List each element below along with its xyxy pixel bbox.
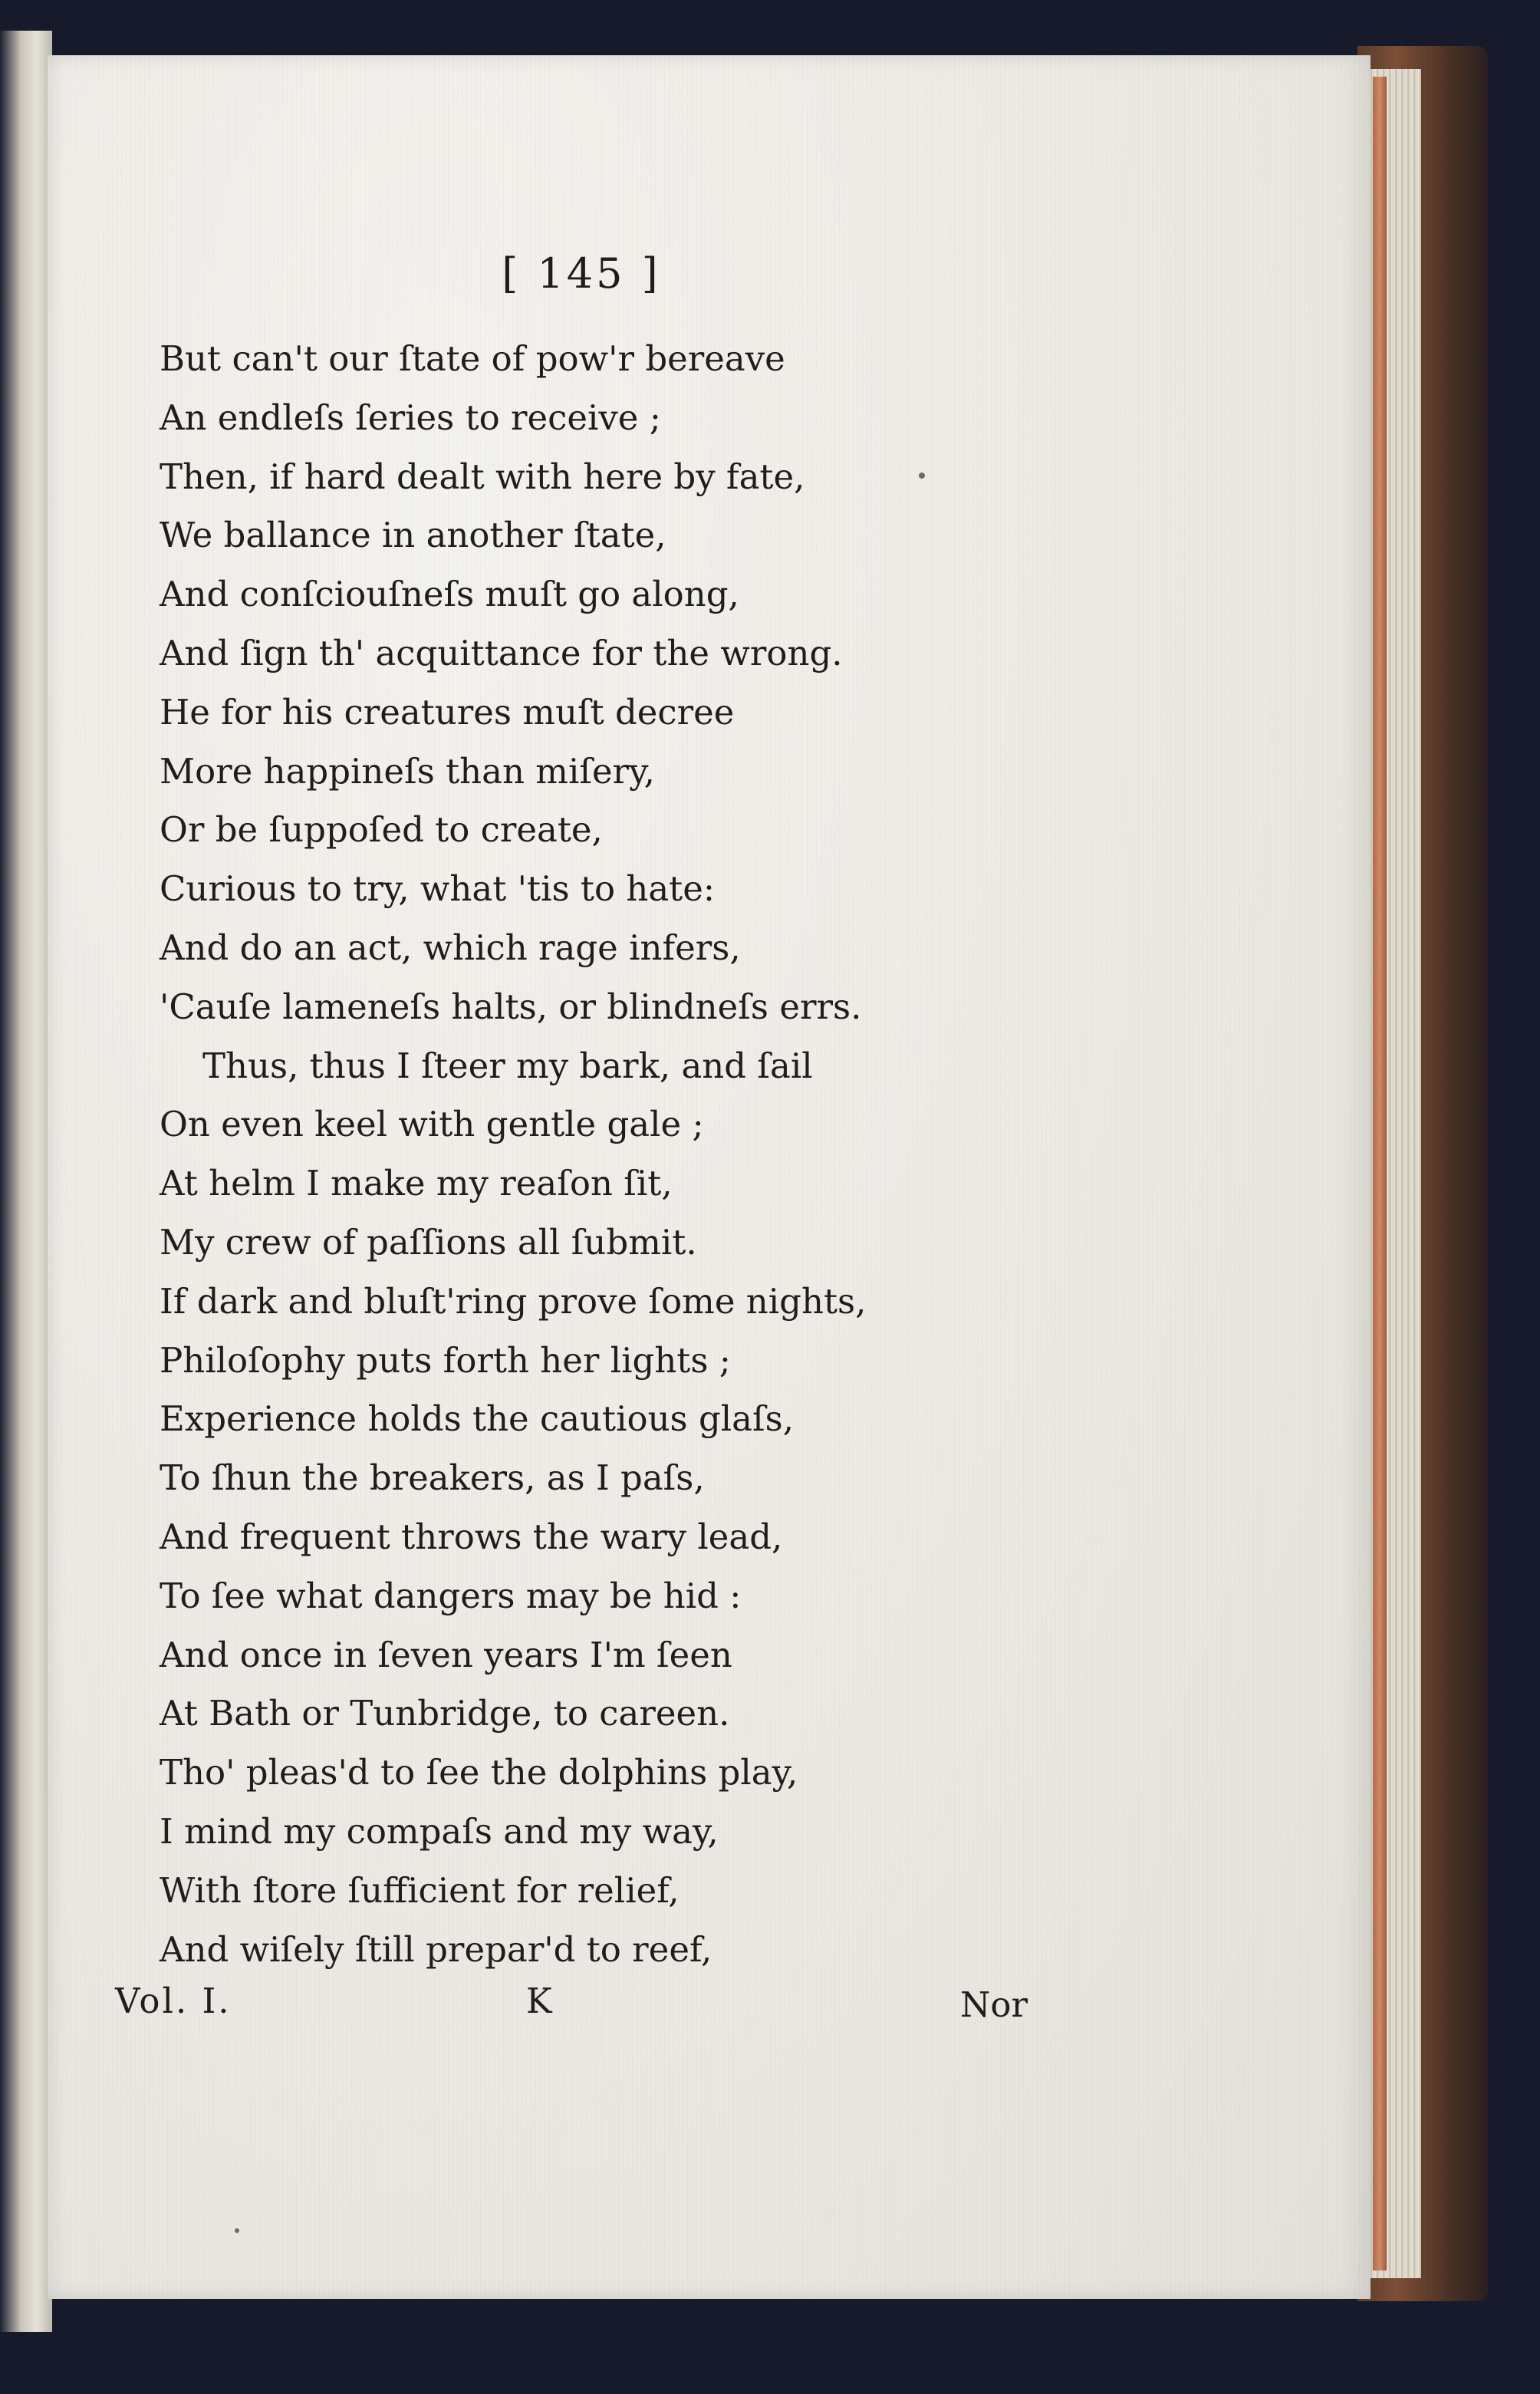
poem-line: Philoſophy puts forth her lights ; [160, 1339, 731, 1381]
poem-line: To ſee what dangers may be hid : [160, 1575, 742, 1616]
poem-line: 'Cauſe lameneſs halts, or blindneſs errs. [160, 986, 862, 1027]
poem-line: Experience holds the cautious glaſs, [160, 1398, 795, 1440]
poem-line: If dark and bluſt'ring prove ſome nights, [160, 1280, 867, 1322]
signature-mark: K [526, 1981, 552, 2021]
volume-label: Vol. I. [115, 1981, 232, 2021]
red-gilt-edge [1373, 77, 1387, 2271]
poem-text [160, 330, 1118, 1979]
poem-line: Then, if hard dealt with here by fate, [160, 456, 805, 497]
poem-line: At Bath or Tunbridge, to careen. [160, 1693, 730, 1734]
poem-line: An endleſs ſeries to receive ; [160, 397, 661, 438]
poem-line: And ſign th' acquittance for the wrong. [160, 632, 843, 673]
poem-line: And do an act, which rage infers, [160, 927, 741, 968]
poem-line: With ſtore ſufficient for relief, [160, 1869, 680, 1911]
poem-line: Thus, thus I ſteer my bark, and ſail [202, 1045, 813, 1086]
ink-speck [235, 2228, 239, 2233]
poem-line: And once in ſeven years I'm ſeen [160, 1634, 732, 1675]
ink-speck [919, 473, 925, 479]
poem-line: Or be ſuppoſed to create, [160, 809, 603, 851]
poem-line: I mind my compaſs and my way, [160, 1810, 719, 1852]
poem-line: To ſhun the breakers, as I paſs, [160, 1457, 705, 1499]
poem-line: At helm I make my reaſon ſit, [160, 1163, 673, 1204]
poem-line: More happineſs than miſery, [160, 750, 655, 792]
poem-line: He for his creatures muſt decree [160, 691, 735, 733]
poem-line: And frequent throws the wary lead, [160, 1516, 783, 1557]
poem-line: And wiſely ſtill prepar'd to reef, [160, 1928, 712, 1970]
poem-line: And conſciouſneſs muſt go along, [160, 574, 739, 615]
poem-line: On even keel with gentle gale ; [160, 1104, 704, 1145]
page-number-header: [ 145 ] [502, 249, 661, 298]
catchword: Nor [960, 1984, 1028, 2025]
poem-line: My crew of paſſions all ſubmit. [160, 1221, 697, 1263]
poem-line: Tho' pleas'd to ſee the dolphins play, [160, 1752, 798, 1793]
poem-line: Curious to try, what 'tis to hate: [160, 868, 716, 910]
left-page-edge [0, 31, 52, 2332]
page-footer [115, 1981, 1051, 2027]
poem-line: We ballance in another ſtate, [160, 515, 666, 556]
poem-line: But can't our ſtate of pow'r bereave [160, 338, 785, 379]
